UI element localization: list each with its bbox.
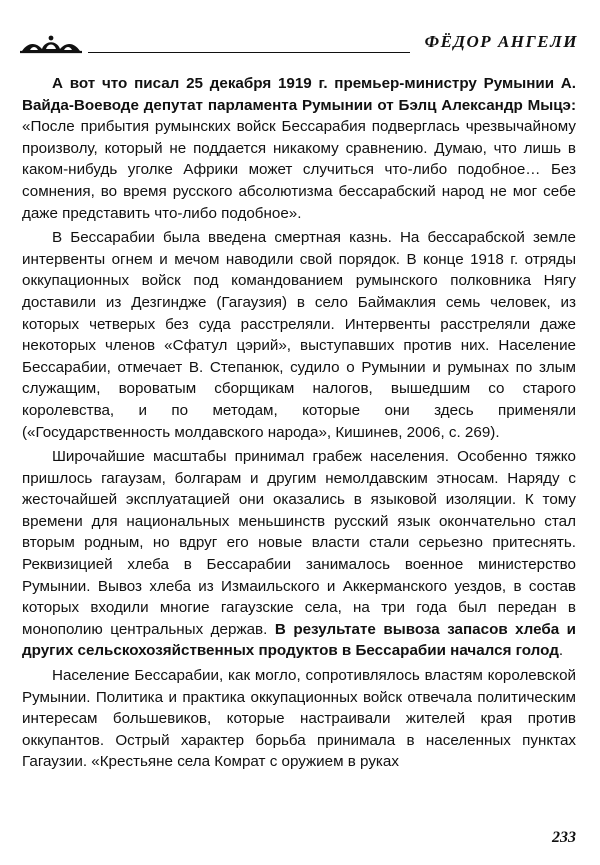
paragraph-1-lead: А вот что писал 25 декабря 1919 г. премьер-министру Румынии А. Вайда-Воеводе депутат парламента Румынии от Бэлц Александр Мыцэ: [22,75,576,114]
paragraph-2: В Бессарабии была введена смертная казнь. На бессарабской земле интервенты огнем и мечом наводили свой порядок. В конце 1918 г. отряды оккупационных войск под командованием румынского полковника Нягу доставили из Дезгиндже (Гагаузия) в село Баймаклия семь человек, из которых четверых без суда расстреляли. Интервенты расстреляли даже некоторых членов «Сфатул цэрий», выступавших против них. Население Бессарабии, отмечает В. Степанюк, судило о Румынии и румынах по злым служащим, вороватым сборщикам налогов, вышедшим со старого королевства, и по методам, которые они здесь применяли («Государственность молдавского народа», Кишинев, 2006, с. 269). [22,229,576,441]
ornament-icon [18,32,84,54]
page-header [18,22,578,62]
header-rule [88,52,410,53]
paragraph-3-emphasis: В результате вывоза запасов хлеба и других сельскохозяйственных продуктов в Бессарабии начался голод [22,620,576,660]
paragraph-4: Население Бессарабии, как могло, сопротивлялось властям королевской Румынии. Политика и практика оккупационных войск отвечала политическим интересам большевиков, которые настраивали жителей края против оккупантов. Острый характер борьба принимала в населенных пунктах Гагаузии. «Крестьяне села Комрат с оружием в руках [22,667,576,771]
paragraph-1-body: «После прибытия румынских войск Бессарабия подверглась чрезвычайному произволу, который не поддается никакому сравнению. Думаю, что лишь в каком-нибудь уголке Африки может случиться что-либо подобное… Без сомнения, во время русского абсолютизма бессарабский народ не мог себе даже представить что-либо подобное». [22,118,576,222]
page-number: 233 [552,829,576,846]
paragraph-3 [22,446,576,662]
paragraph-3-body: Широчайшие масштабы принимал грабеж населения. Особенно тяжко пришлось гагаузам, болгарам и другим немолдавским этносам. Наряду с жесточайшей эксплуатацией они оказались в языковой изоляции. К тому времени для национальных меньшинств русский язык окончательно стал вторым родным, но вдруг его новые власти стали серьезно притеснять. Реквизицией хлеба в Бессарабии занималось военное министерство Румынии. Вывоз хлеба из Измаильского и Аккерманского уездов, в состав которых входили многие гагаузские села, на три года был передан в монополию центральных держав. [22,448,576,638]
paragraph-3-end: . [558,642,564,660]
running-title: ФЁДОР АНГЕЛИ [424,32,578,51]
paragraph-1 [22,73,576,224]
main-text [22,73,576,773]
